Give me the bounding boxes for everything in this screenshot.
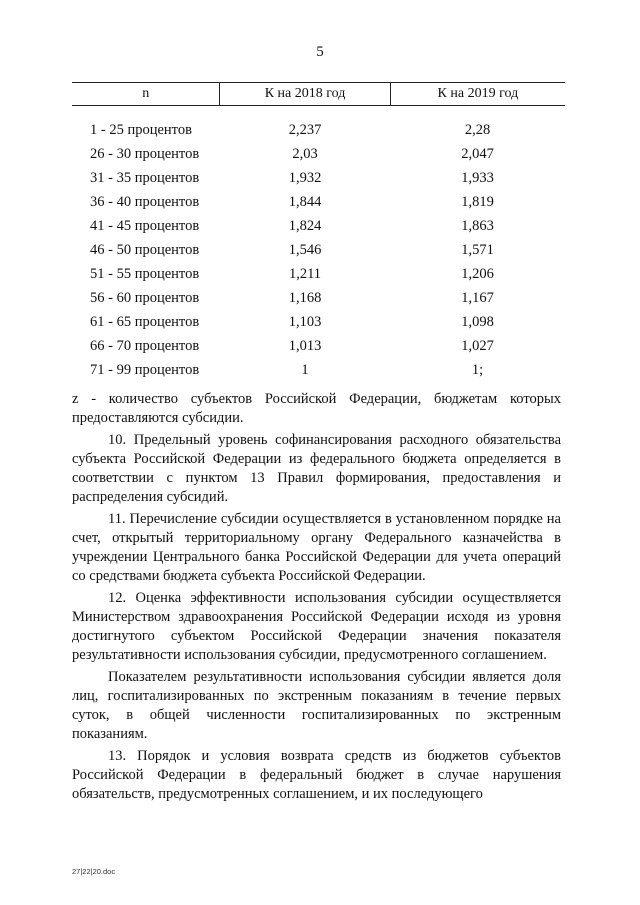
table-body — [72, 118, 565, 382]
k-2018-cell: 1,211 — [288, 266, 322, 282]
paragraph: Показателем результативности использования субсидии является доля лиц, госпитализированных по экстренным показаниям в течение первых суток, в общей численности госпитализированных по экстренным показаниям. — [72, 669, 561, 742]
k-2019-cell: 2,28 — [464, 122, 491, 138]
k-2018-cell: 1,844 — [288, 194, 322, 210]
k-2019-cell: 1; — [471, 362, 484, 378]
body-text — [72, 390, 561, 807]
paragraph: 13. Порядок и условия возврата средств из бюджетов субъектов Российской Федерации в федеральный бюджет в случае нарушения обязательств, предусмотренных соглашением, и их последующего — [72, 748, 561, 802]
header-k-2018: К на 2018 год — [219, 83, 389, 105]
k-2018-cell: 2,237 — [288, 122, 322, 138]
table-row — [72, 190, 565, 214]
k-2018-cell: 1,168 — [288, 290, 322, 306]
k-2019-cell: 1,167 — [461, 290, 494, 306]
range-cell: 51 - 55 процентов — [90, 266, 200, 282]
k-2019-cell: 1,206 — [461, 266, 494, 282]
table-row — [72, 286, 565, 310]
k-2019-cell: 1,863 — [461, 218, 494, 234]
k-2019-cell: 2,047 — [461, 146, 494, 162]
k-2019-cell: 1,933 — [461, 170, 494, 186]
range-cell: 71 - 99 процентов — [90, 362, 200, 378]
range-cell: 31 - 35 процентов — [90, 170, 200, 186]
paragraph: 11. Перечисление субсидии осуществляется в установленном порядке на счет, открытый территориальному органу Федерального казначейства в учреждении Центрального банка Российской Федерации для учета операций со средствами бюджета субъекта Российской Федерации. — [72, 511, 561, 584]
range-cell: 46 - 50 процентов — [90, 242, 200, 258]
table-row — [72, 166, 565, 190]
range-cell: 36 - 40 процентов — [90, 194, 200, 210]
table-row — [72, 358, 565, 382]
k-2018-cell: 1,103 — [288, 314, 322, 330]
table-row — [72, 262, 565, 286]
range-cell: 26 - 30 процентов — [90, 146, 200, 162]
table-row — [72, 238, 565, 262]
paragraph: z - количество субъектов Российской Федерации, бюджетам которых предоставляются субсидии. — [72, 391, 561, 426]
coefficient-table — [72, 82, 565, 382]
header-n: n — [142, 86, 150, 101]
range-cell: 66 - 70 процентов — [90, 338, 200, 354]
k-2019-cell: 1,819 — [461, 194, 494, 210]
k-2019-cell: 1,027 — [461, 338, 494, 354]
range-cell: 56 - 60 процентов — [90, 290, 200, 306]
table-row — [72, 118, 565, 142]
header-k-2019: К на 2019 год — [390, 83, 565, 105]
file-footer: 27|22|20.doc — [72, 867, 116, 876]
paragraph: 12. Оценка эффективности использования субсидии осуществляется Министерством здравоохранения Российской Федерации исходя из уровня достигнутого субъектом Российской Федерации значения показателя результативности использования субсидии, предусмотренного соглашением. — [72, 590, 561, 663]
k-2018-cell: 1,546 — [288, 242, 322, 258]
table-row — [72, 142, 565, 166]
table-header — [72, 82, 565, 106]
paragraph: 10. Предельный уровень софинансирования расходного обязательства субъекта Российской Федерации из федерального бюджета определяется в соответствии с пунктом 13 Правил формирования, предоставления и распределения субсидий. — [72, 432, 561, 505]
k-2018-cell: 2,03 — [292, 146, 318, 162]
k-2018-cell: 1,013 — [288, 338, 322, 354]
k-2019-cell: 1,098 — [461, 314, 494, 330]
k-2018-cell: 1 — [301, 362, 309, 378]
page-number: 5 — [316, 44, 324, 60]
table-row — [72, 214, 565, 238]
table-row — [72, 334, 565, 358]
k-2019-cell: 1,571 — [461, 242, 494, 258]
range-cell: 61 - 65 процентов — [90, 314, 200, 330]
table-row — [72, 310, 565, 334]
k-2018-cell: 1,824 — [288, 218, 322, 234]
k-2018-cell: 1,932 — [288, 170, 322, 186]
range-cell: 41 - 45 процентов — [90, 218, 200, 234]
range-cell: 1 - 25 процентов — [90, 122, 192, 138]
